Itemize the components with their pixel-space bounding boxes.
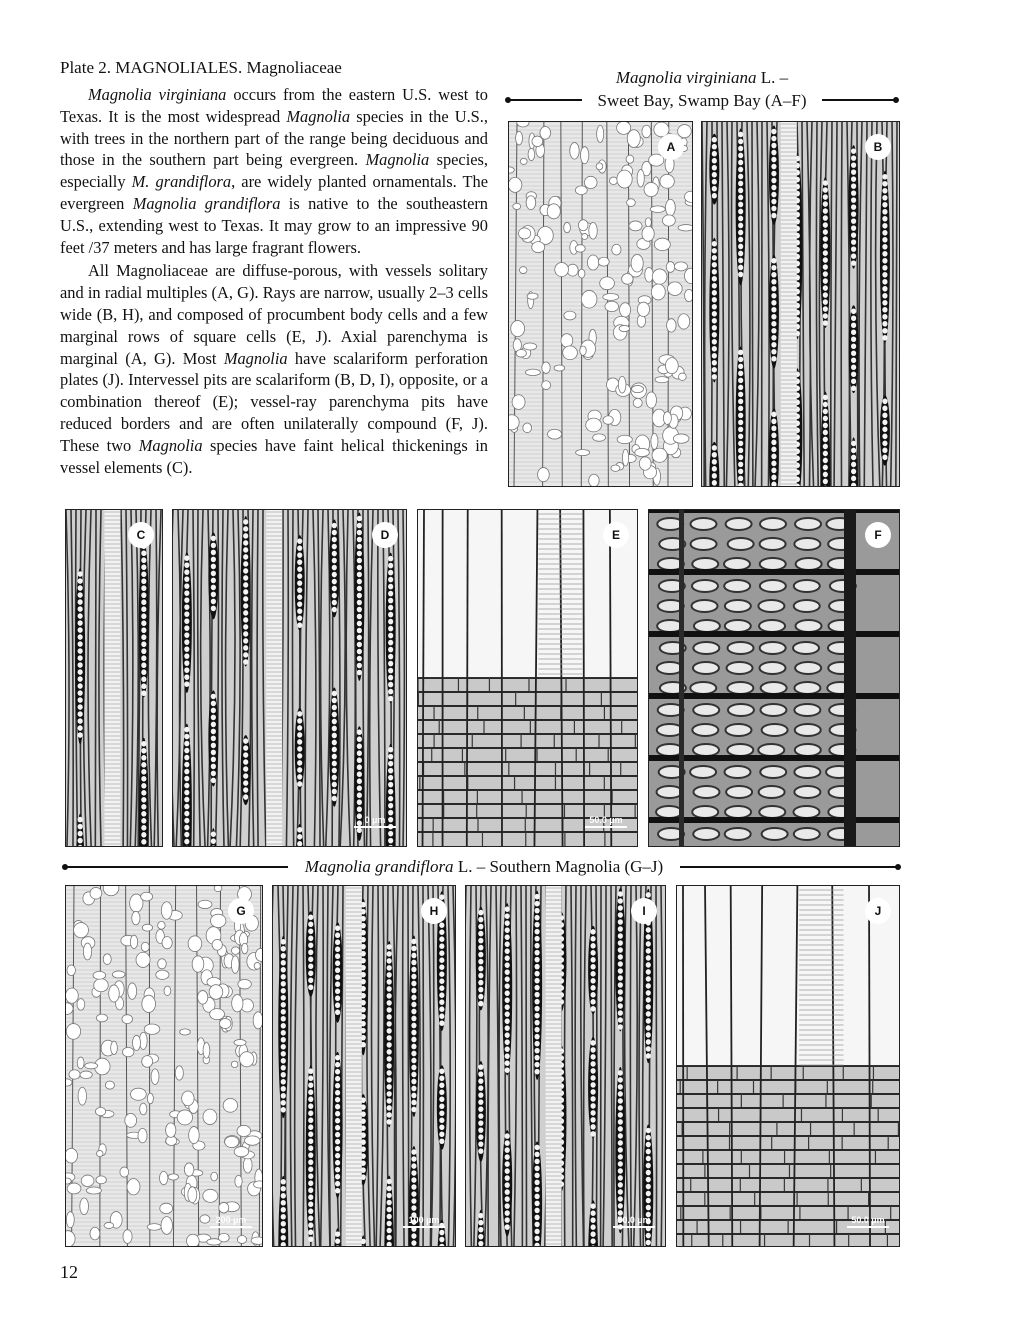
paragraph-1 xyxy=(60,84,488,258)
panel-label-f: F xyxy=(865,522,891,548)
micrograph-panel-f xyxy=(648,509,900,847)
micrograph-panel-e xyxy=(417,509,638,847)
scale-bar-line xyxy=(613,1226,655,1228)
micrograph-image xyxy=(649,510,899,846)
text-run: Magnolia virginiana xyxy=(88,85,227,104)
species-name-grandiflora: Magnolia grandiflora xyxy=(304,857,454,876)
text-run: species in the U.S., with trees in the northern part of the range being deciduous and those in the southern part being evergreen. xyxy=(60,106,488,170)
rule-end-dot xyxy=(895,864,901,870)
micrograph-image xyxy=(273,886,455,1246)
species-authority: L. – xyxy=(756,68,789,87)
text-run: species, especially xyxy=(60,150,488,192)
scale-bar xyxy=(354,815,396,828)
micrograph-image xyxy=(66,886,262,1246)
scale-bar-line xyxy=(403,1226,445,1228)
micrograph-image xyxy=(66,510,162,846)
panel-label-a: A xyxy=(658,134,684,160)
species-authority-common: L. – Southern Magnolia (G–J) xyxy=(453,857,664,876)
scale-bar-line xyxy=(847,1226,889,1228)
scale-bar-label: 0 µm xyxy=(364,815,386,825)
plate-title: Plate 2. MAGNOLIALES. Magnoliaceae xyxy=(60,58,342,77)
rule-end-dot xyxy=(62,864,68,870)
micrograph-panel-g xyxy=(65,885,263,1247)
species-common-name-virginiana: Sweet Bay, Swamp Bay (A–F) xyxy=(597,91,807,110)
panel-label-b: B xyxy=(865,134,891,160)
rule-end-dot xyxy=(893,97,899,103)
panel-label-g: G xyxy=(228,898,254,924)
scale-bar-line xyxy=(210,1226,252,1228)
scale-bar xyxy=(847,1215,889,1228)
scale-bar-label: 50.0 µm xyxy=(851,1215,885,1225)
text-run: Magnolia grandiflora xyxy=(132,193,281,213)
scale-bar-line xyxy=(354,826,396,828)
panel-label-j: J xyxy=(865,898,891,924)
species-name-virginiana: Magnolia virginiana xyxy=(615,68,757,87)
text-run: is native to the southeastern U.S., extending west to Texas. It may grow to an impressive 90 feet /37 meters and has large fragrant flowers. xyxy=(60,193,488,257)
paragraph-2 xyxy=(60,260,488,478)
micrograph-panel-b xyxy=(701,121,900,487)
panel-label-c: C xyxy=(128,522,154,548)
panel-label-e: E xyxy=(603,522,629,548)
text-run: Magnolia xyxy=(365,150,430,170)
rule-end-dot xyxy=(505,97,511,103)
panel-label-h: H xyxy=(421,898,447,924)
header-rule-left xyxy=(508,99,582,101)
scale-bar-label: 50.0 µm xyxy=(589,815,623,825)
micrograph-image xyxy=(677,886,899,1246)
text-run: , are widely planted ornamentals. The evergreen xyxy=(60,172,488,213)
scale-bar-label: 200 µm xyxy=(215,1215,247,1225)
header-rule-right xyxy=(680,866,898,868)
header-rule-left xyxy=(66,866,288,868)
micrograph-image xyxy=(702,122,899,486)
text-run: Magnolia xyxy=(223,348,288,368)
scale-bar xyxy=(210,1215,252,1228)
page-number: 12 xyxy=(60,1262,78,1282)
micrograph-image xyxy=(173,510,406,846)
text-run: have scalariform perforation plates (J). Intervessel pits are scalariform (B, D, I), opposite, or a combination thereof (E); vessel-ray parenchyma pits have reduced borders and are often unilaterally compound (F, J). These two xyxy=(60,348,488,455)
species-header-virginiana xyxy=(504,66,900,112)
micrograph-image xyxy=(418,510,637,846)
text-run: Magnolia xyxy=(286,106,351,126)
text-run: Magnolia xyxy=(138,435,203,455)
text-run: All Magnoliaceae are diffuse-porous, with vessels solitary and in radial multiples (A, G). Rays are narrow, usually 2–3 cells wide (B, H), and composed of procumbent body cells and a few marginal rows of square cells (E, J). Axial parenchyma is marginal (A, G). Most xyxy=(60,261,488,368)
micrograph-panel-a xyxy=(508,121,693,487)
micrograph-panel-j xyxy=(676,885,900,1247)
scale-bar-label: 50.0 µm xyxy=(617,1215,651,1225)
text-run: species have faint helical thickenings in vessel elements (C). xyxy=(60,435,488,477)
panel-label-i: I xyxy=(631,898,657,924)
scale-bar xyxy=(585,815,627,828)
scale-bar xyxy=(613,1215,655,1228)
micrograph-panel-c xyxy=(65,509,163,847)
micrograph-panel-d xyxy=(172,509,407,847)
species-header-grandiflora xyxy=(290,855,678,878)
body-text xyxy=(60,84,488,478)
panel-label-d: D xyxy=(372,522,398,548)
micrograph-panel-i xyxy=(465,885,666,1247)
scale-bar xyxy=(403,1215,445,1228)
scale-bar-line xyxy=(585,826,627,828)
micrograph-panel-h xyxy=(272,885,456,1247)
header-rule-right xyxy=(822,99,896,101)
micrograph-image xyxy=(466,886,665,1246)
micrograph-image xyxy=(509,122,692,486)
text-run: occurs from the eastern U.S. west to Texas. It is the most widespread xyxy=(60,85,488,126)
scale-bar-label: 100 µm xyxy=(408,1215,440,1225)
text-run: M. grandiflora xyxy=(131,172,232,192)
